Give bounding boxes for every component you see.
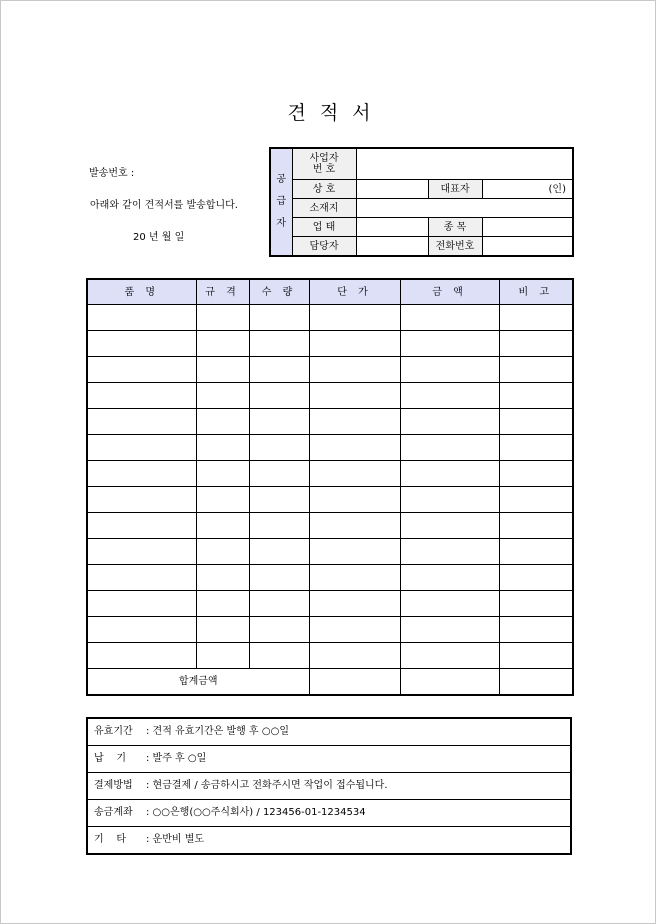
manager-label: 담당자 <box>292 237 356 257</box>
table-cell[interactable] <box>249 383 309 409</box>
seal-mark: (인) <box>482 180 573 199</box>
header-remarks: 비 고 <box>499 279 573 305</box>
table-cell[interactable] <box>400 591 499 617</box>
company-value[interactable] <box>356 180 428 199</box>
terms-text: : 견적 유효기간은 발행 후 ○○일 <box>146 726 289 737</box>
table-cell[interactable] <box>499 383 573 409</box>
business-number-label: 사업자 번 호 <box>292 148 356 180</box>
terms-row-delivery <box>88 746 570 773</box>
table-cell[interactable] <box>499 487 573 513</box>
total-label: 합계금액 <box>87 669 309 696</box>
header-amount: 금 액 <box>400 279 499 305</box>
terms-row-payment <box>88 773 570 800</box>
terms-label: 송금계좌 <box>94 807 133 818</box>
table-cell[interactable] <box>309 409 400 435</box>
table-cell[interactable] <box>87 305 196 331</box>
table-cell[interactable] <box>87 591 196 617</box>
supplier-side-label: 공 급 자 <box>270 148 292 256</box>
terms-text: : 발주 후 ○일 <box>146 753 207 764</box>
terms-text: : 현금결제 / 송금하시고 전화주시면 작업이 접수됩니다. <box>146 780 388 791</box>
table-cell[interactable] <box>87 383 196 409</box>
address-label: 소재지 <box>292 199 356 218</box>
table-row <box>87 461 573 487</box>
table-cell[interactable] <box>400 643 499 669</box>
header-item-name: 품 명 <box>87 279 196 305</box>
phone-value[interactable] <box>482 237 573 257</box>
table-cell[interactable] <box>309 565 400 591</box>
table-cell[interactable] <box>400 539 499 565</box>
table-row <box>87 565 573 591</box>
header-spec: 규 격 <box>196 279 249 305</box>
table-cell[interactable] <box>196 305 249 331</box>
header-unit-price: 단 가 <box>309 279 400 305</box>
table-cell[interactable] <box>196 591 249 617</box>
table-cell[interactable] <box>309 461 400 487</box>
table-cell[interactable] <box>309 331 400 357</box>
terms-label: 납 기 <box>94 753 127 764</box>
manager-value[interactable] <box>356 237 428 257</box>
table-row <box>87 643 573 669</box>
table-cell[interactable] <box>196 409 249 435</box>
table-cell[interactable] <box>249 513 309 539</box>
business-type-label: 업 태 <box>292 218 356 237</box>
table-cell[interactable] <box>196 461 249 487</box>
table-row <box>87 617 573 643</box>
table-cell[interactable] <box>196 435 249 461</box>
table-cell[interactable] <box>499 357 573 383</box>
table-cell[interactable] <box>196 565 249 591</box>
table-cell[interactable] <box>309 383 400 409</box>
table-cell[interactable] <box>87 617 196 643</box>
business-number-value[interactable] <box>356 148 573 180</box>
table-cell[interactable] <box>499 305 573 331</box>
table-cell[interactable] <box>309 539 400 565</box>
table-cell[interactable] <box>249 357 309 383</box>
terms-label: 결제방법 <box>94 780 133 791</box>
table-cell[interactable] <box>87 565 196 591</box>
table-cell[interactable] <box>400 617 499 643</box>
table-row <box>87 383 573 409</box>
table-cell[interactable] <box>87 487 196 513</box>
table-cell[interactable] <box>196 513 249 539</box>
table-row <box>87 487 573 513</box>
table-row <box>87 591 573 617</box>
items-header-row <box>87 279 573 305</box>
table-cell[interactable] <box>400 435 499 461</box>
table-cell[interactable] <box>400 305 499 331</box>
table-row <box>87 539 573 565</box>
page-title: 견적서 <box>287 102 385 124</box>
table-cell[interactable] <box>400 331 499 357</box>
table-cell[interactable] <box>400 461 499 487</box>
table-cell[interactable] <box>87 435 196 461</box>
terms-label: 유효기간 <box>94 726 133 737</box>
business-item-value[interactable] <box>482 218 573 237</box>
date-line: 20 년 월 일 <box>133 232 185 243</box>
table-cell[interactable] <box>249 565 309 591</box>
table-cell[interactable] <box>196 643 249 669</box>
phone-label: 전화번호 <box>428 237 482 257</box>
table-cell[interactable] <box>196 487 249 513</box>
table-cell[interactable] <box>499 643 573 669</box>
table-cell[interactable] <box>87 409 196 435</box>
header-quantity: 수 량 <box>249 279 309 305</box>
table-cell[interactable] <box>499 331 573 357</box>
table-cell[interactable] <box>499 617 573 643</box>
table-cell[interactable] <box>87 513 196 539</box>
terms-text: : ○○은행(○○주식회사) / 123456-01-1234534 <box>146 807 366 818</box>
table-cell[interactable] <box>249 409 309 435</box>
table-cell[interactable] <box>499 539 573 565</box>
issue-number-label: 발송번호 : <box>89 168 135 179</box>
terms-row-validity <box>88 719 570 746</box>
table-cell[interactable] <box>309 305 400 331</box>
terms-label: 기 타 <box>94 834 127 845</box>
total-amount[interactable] <box>400 669 499 696</box>
table-row <box>87 305 573 331</box>
table-cell[interactable] <box>249 305 309 331</box>
table-cell[interactable] <box>249 435 309 461</box>
table-cell[interactable] <box>196 617 249 643</box>
total-remarks[interactable] <box>499 669 573 696</box>
table-row <box>87 409 573 435</box>
table-cell[interactable] <box>499 435 573 461</box>
intro-text: 아래와 같이 견적서를 발송합니다. <box>90 200 238 211</box>
table-cell[interactable] <box>309 357 400 383</box>
table-cell[interactable] <box>499 461 573 487</box>
table-cell[interactable] <box>249 331 309 357</box>
table-cell[interactable] <box>309 487 400 513</box>
table-cell[interactable] <box>400 357 499 383</box>
table-cell[interactable] <box>249 539 309 565</box>
terms-row-account <box>88 800 570 827</box>
table-cell[interactable] <box>87 643 196 669</box>
table-cell[interactable] <box>249 617 309 643</box>
table-cell[interactable] <box>309 591 400 617</box>
table-cell[interactable] <box>87 539 196 565</box>
supplier-table <box>269 147 574 257</box>
business-item-label: 종 목 <box>428 218 482 237</box>
table-row <box>87 331 573 357</box>
business-type-value[interactable] <box>356 218 428 237</box>
representative-label: 대표자 <box>428 180 482 199</box>
table-cell[interactable] <box>196 539 249 565</box>
company-label: 상 호 <box>292 180 356 199</box>
table-cell[interactable] <box>196 357 249 383</box>
table-cell[interactable] <box>87 331 196 357</box>
table-cell[interactable] <box>196 331 249 357</box>
table-cell[interactable] <box>400 409 499 435</box>
table-cell[interactable] <box>499 565 573 591</box>
terms-text: : 운반비 별도 <box>146 834 205 845</box>
table-cell[interactable] <box>499 409 573 435</box>
total-row <box>87 669 573 696</box>
table-cell[interactable] <box>309 617 400 643</box>
table-cell[interactable] <box>309 435 400 461</box>
table-cell[interactable] <box>400 513 499 539</box>
table-cell[interactable] <box>400 565 499 591</box>
table-cell[interactable] <box>87 357 196 383</box>
table-row <box>87 513 573 539</box>
table-cell[interactable] <box>400 383 499 409</box>
table-cell[interactable] <box>499 591 573 617</box>
table-cell[interactable] <box>309 513 400 539</box>
table-cell[interactable] <box>309 643 400 669</box>
table-cell[interactable] <box>196 383 249 409</box>
table-cell[interactable] <box>87 461 196 487</box>
table-row <box>87 357 573 383</box>
table-cell[interactable] <box>249 643 309 669</box>
terms-box <box>86 717 572 855</box>
address-value[interactable] <box>356 199 573 218</box>
table-cell[interactable] <box>400 487 499 513</box>
table-cell[interactable] <box>499 513 573 539</box>
total-unit-price[interactable] <box>309 669 400 696</box>
table-row <box>87 435 573 461</box>
table-cell[interactable] <box>249 487 309 513</box>
table-cell[interactable] <box>249 591 309 617</box>
items-table <box>86 278 574 696</box>
table-cell[interactable] <box>249 461 309 487</box>
terms-row-other <box>88 827 570 853</box>
